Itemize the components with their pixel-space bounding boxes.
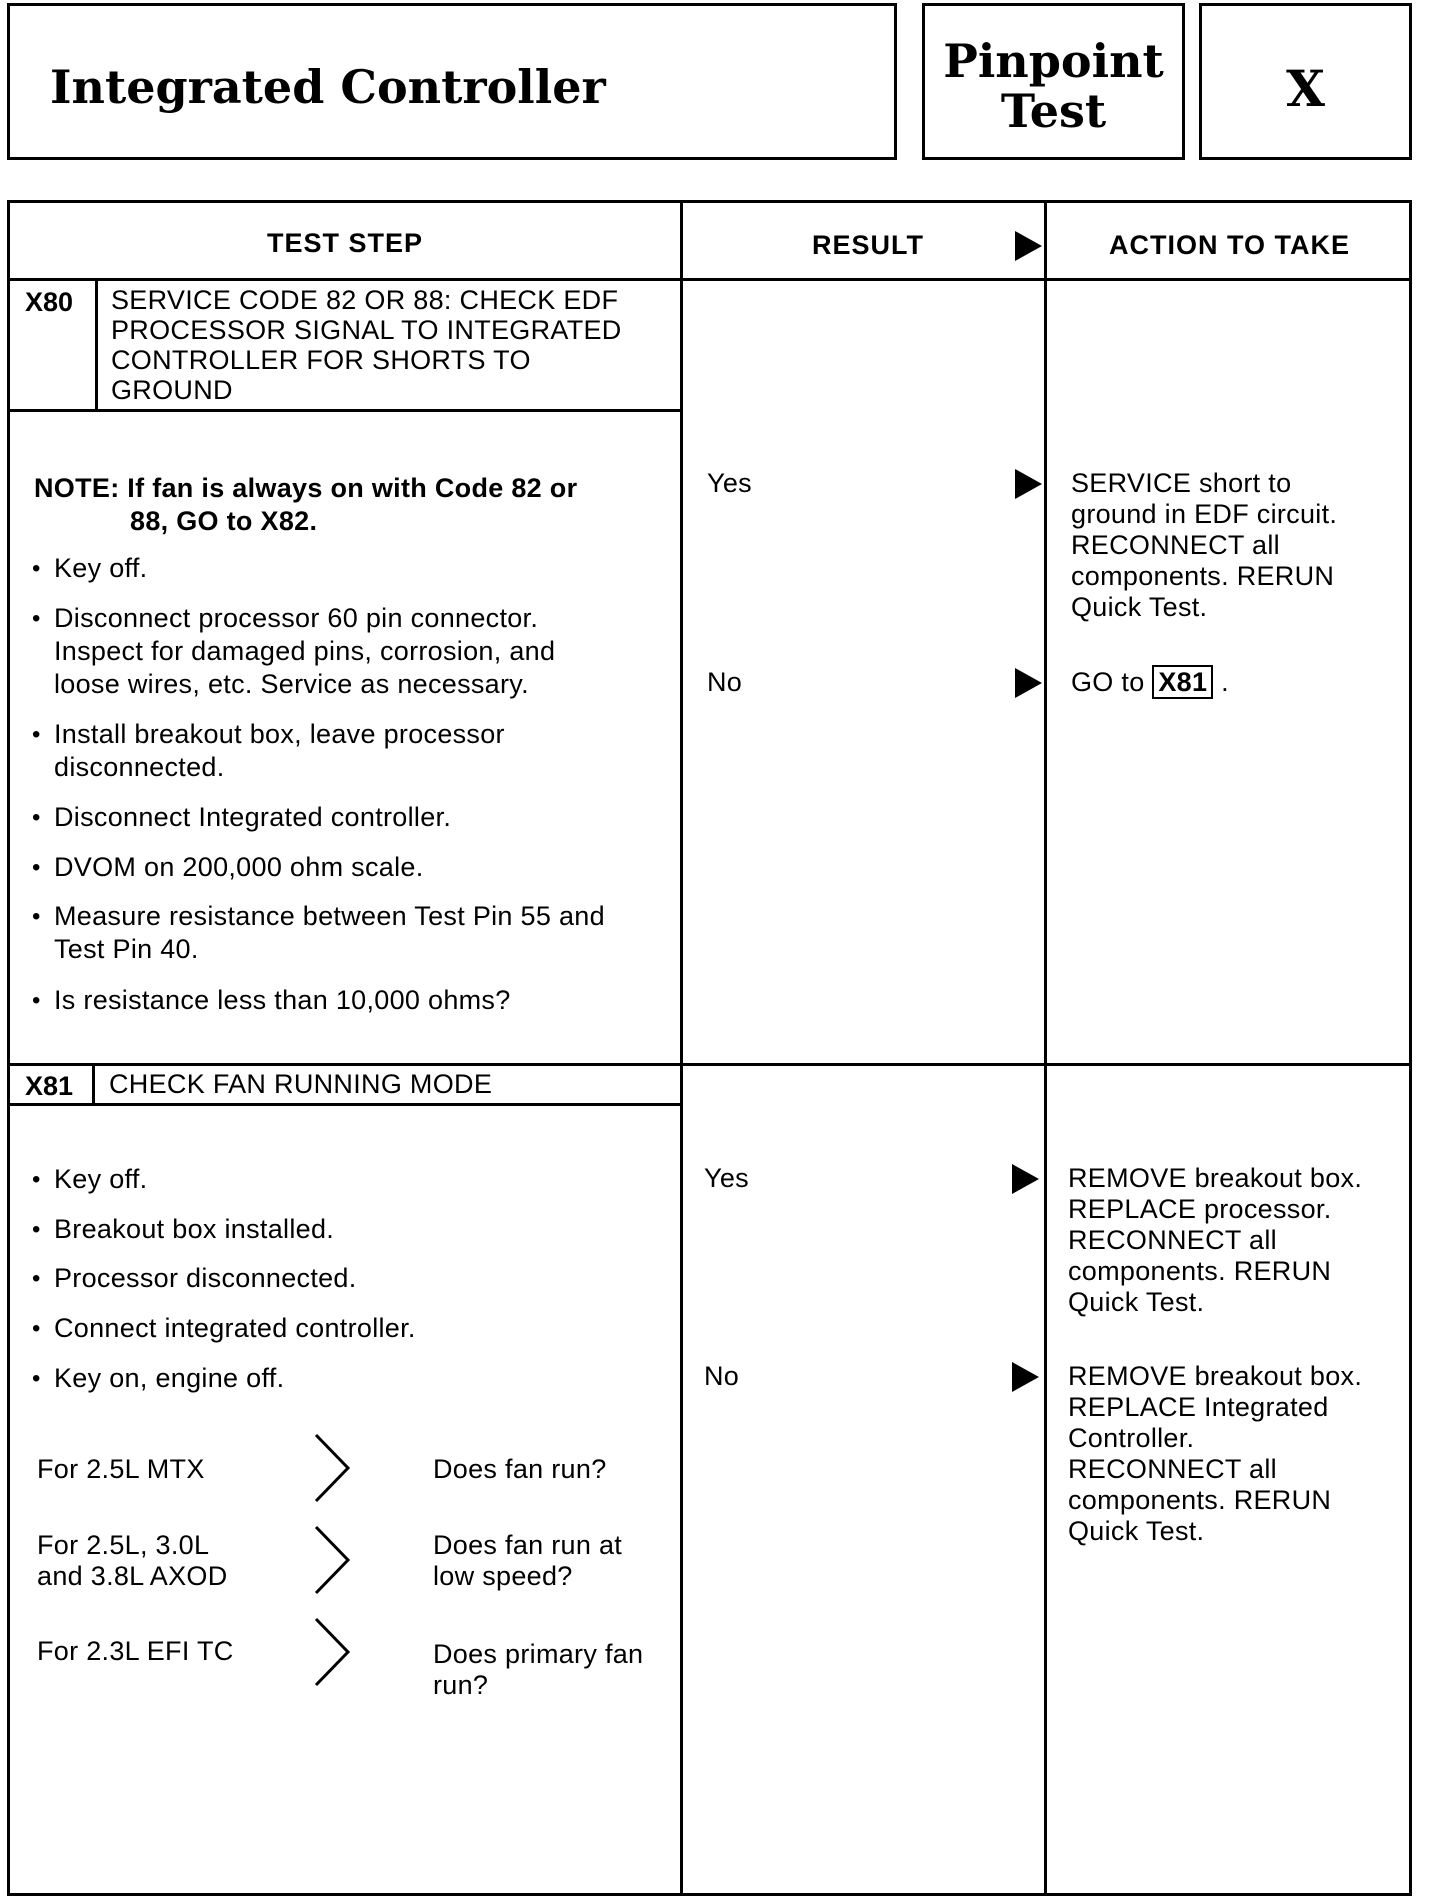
x81-bullet [32,1213,334,1246]
action-line: Quick Test. [1068,1516,1205,1546]
action-line: REPLACE Integrated [1068,1392,1329,1422]
chevron-right-icon [312,1524,352,1596]
chevron-right-icon [312,1616,352,1688]
bullet-text: • Disconnect Integrated controller. [54,802,452,832]
x81-condition-question [433,1639,643,1701]
action-line: ground in EDF circuit. [1071,499,1338,529]
x81-condition-label [37,1454,205,1485]
action-line: Controller. [1068,1423,1195,1453]
x81-title-underline [7,1103,680,1106]
section-type-box [922,3,1185,160]
x81-condition-label [37,1636,234,1667]
bullet-text: • Processor disconnected. [54,1263,357,1293]
x80-step-title [111,285,622,405]
result-header-arrow-icon [1015,231,1042,261]
section-type [925,36,1182,136]
condition-label-line: For 2.3L EFI TC [37,1636,234,1666]
x80-bullet-measure [32,900,605,966]
x81-bullet [32,1262,357,1295]
x80-action-yes [1071,468,1337,623]
bullet-text: • Is resistance less than 10,000 ohms? [54,985,511,1015]
bullet-text: • DVOM on 200,000 ohm scale. [54,852,424,882]
x80-bullet-disconnect-processor [32,602,555,701]
bullet-text: • Connect integrated controller. [54,1313,416,1343]
x80-title-underline [7,409,680,412]
action-line: REMOVE breakout box. [1068,1163,1363,1193]
x80-note-line: 88, GO to X82. [130,506,318,536]
x81-number-divider [92,1063,95,1105]
column-header-test-step: TEST STEP [266,228,424,258]
action-line: RECONNECT all [1068,1454,1277,1484]
bullet-text: loose wires, etc. Service as necessary. [54,669,529,699]
header-row-divider [7,278,1412,281]
header-title-box [7,3,897,160]
action-line: REMOVE breakout box. [1068,1361,1363,1391]
action-line: components. RERUN [1068,1256,1332,1286]
bullet-text: • Key off. [54,1164,148,1194]
x80-no-arrow-icon [1015,668,1042,698]
x81-yes-arrow-icon [1012,1164,1039,1194]
action-line: RECONNECT all [1068,1225,1277,1255]
action-line: components. RERUN [1068,1485,1332,1515]
action-line: Quick Test. [1071,592,1208,622]
x81-step-number: X81 [25,1071,74,1101]
bullet-text: Inspect for damaged pins, corrosion, and [54,636,556,666]
step-divider [7,1063,1412,1066]
x80-bullet-disconnect-controller [32,801,451,834]
x80-title-line: PROCESSOR SIGNAL TO INTEGRATED [111,315,622,345]
condition-question-line: run? [433,1670,489,1700]
column-header-result: RESULT [812,230,924,260]
x81-no-arrow-icon [1012,1362,1039,1392]
action-goto-text: GO to [1071,667,1145,697]
x80-bullet-dvom [32,851,424,884]
action-line: components. RERUN [1071,561,1335,591]
x80-title-line: CONTROLLER FOR SHORTS TO [111,345,531,375]
x80-result-yes: Yes [707,468,752,498]
column-divider-2 [1044,200,1047,1896]
bullet-text: • Breakout box installed. [54,1214,335,1244]
condition-question-line: Does primary fan [433,1639,644,1669]
action-line: REPLACE processor. [1068,1194,1332,1224]
x81-result-yes: Yes [704,1163,749,1193]
chevron-right-icon [312,1432,352,1504]
page-title: Integrated Controller [50,60,606,114]
x80-title-line: SERVICE CODE 82 OR 88: CHECK EDF [111,285,619,315]
column-divider-1 [680,200,683,1896]
x81-result-no: No [704,1361,740,1391]
section-letter: X [1286,59,1325,118]
condition-question-line: Does fan run? [433,1454,607,1484]
bullet-text: • Measure resistance between Test Pin 55 and [54,901,605,931]
x80-note-line: NOTE: If fan is always on with Code 82 or [34,473,578,503]
x80-result-no: No [707,667,743,697]
x81-bullet [32,1362,284,1395]
bullet-text: • Key on, engine off. [54,1363,285,1393]
x81-bullet [32,1163,147,1196]
x80-bullet-install-breakout [32,718,505,784]
x81-bullet [32,1312,416,1345]
bullet-text: Test Pin 40. [54,934,199,964]
section-type-line2: Test [1000,84,1107,138]
column-header-action: ACTION TO TAKE [1109,230,1350,260]
x81-condition-question [433,1530,622,1592]
x80-action-no [1071,667,1229,698]
condition-question-line: low speed? [433,1561,573,1591]
condition-label-line: and 3.8L AXOD [37,1561,228,1591]
x81-step-title: CHECK FAN RUNNING MODE [109,1069,493,1099]
section-letter-box [1199,3,1412,160]
section-type-line1: Pinpoint [943,34,1164,88]
bullet-text: • Install breakout box, leave processor [54,719,505,749]
x80-step-number: X80 [25,287,74,317]
condition-label-line: For 2.5L MTX [37,1454,205,1484]
x81-reference-link[interactable]: X81 [1152,665,1213,699]
action-line: RECONNECT all [1071,530,1280,560]
action-line: SERVICE short to [1071,468,1292,498]
x80-bullet-question [32,984,511,1017]
x80-bullet-key-off [32,552,147,585]
x81-action-yes [1068,1163,1362,1318]
x80-title-line: GROUND [111,375,233,405]
x80-note [34,472,577,538]
condition-question-line: Does fan run at [433,1530,623,1560]
x81-action-no [1068,1361,1362,1547]
bullet-text: • Key off. [54,553,148,583]
x80-yes-arrow-icon [1015,469,1042,499]
x80-number-divider [95,278,98,411]
condition-label-line: For 2.5L, 3.0L [37,1530,210,1560]
bullet-text: disconnected. [54,752,225,782]
bullet-text: • Disconnect processor 60 pin connector. [54,603,539,633]
x81-condition-question [433,1454,607,1485]
action-period: . [1221,667,1229,697]
action-line: Quick Test. [1068,1287,1205,1317]
x81-condition-label [37,1530,228,1592]
